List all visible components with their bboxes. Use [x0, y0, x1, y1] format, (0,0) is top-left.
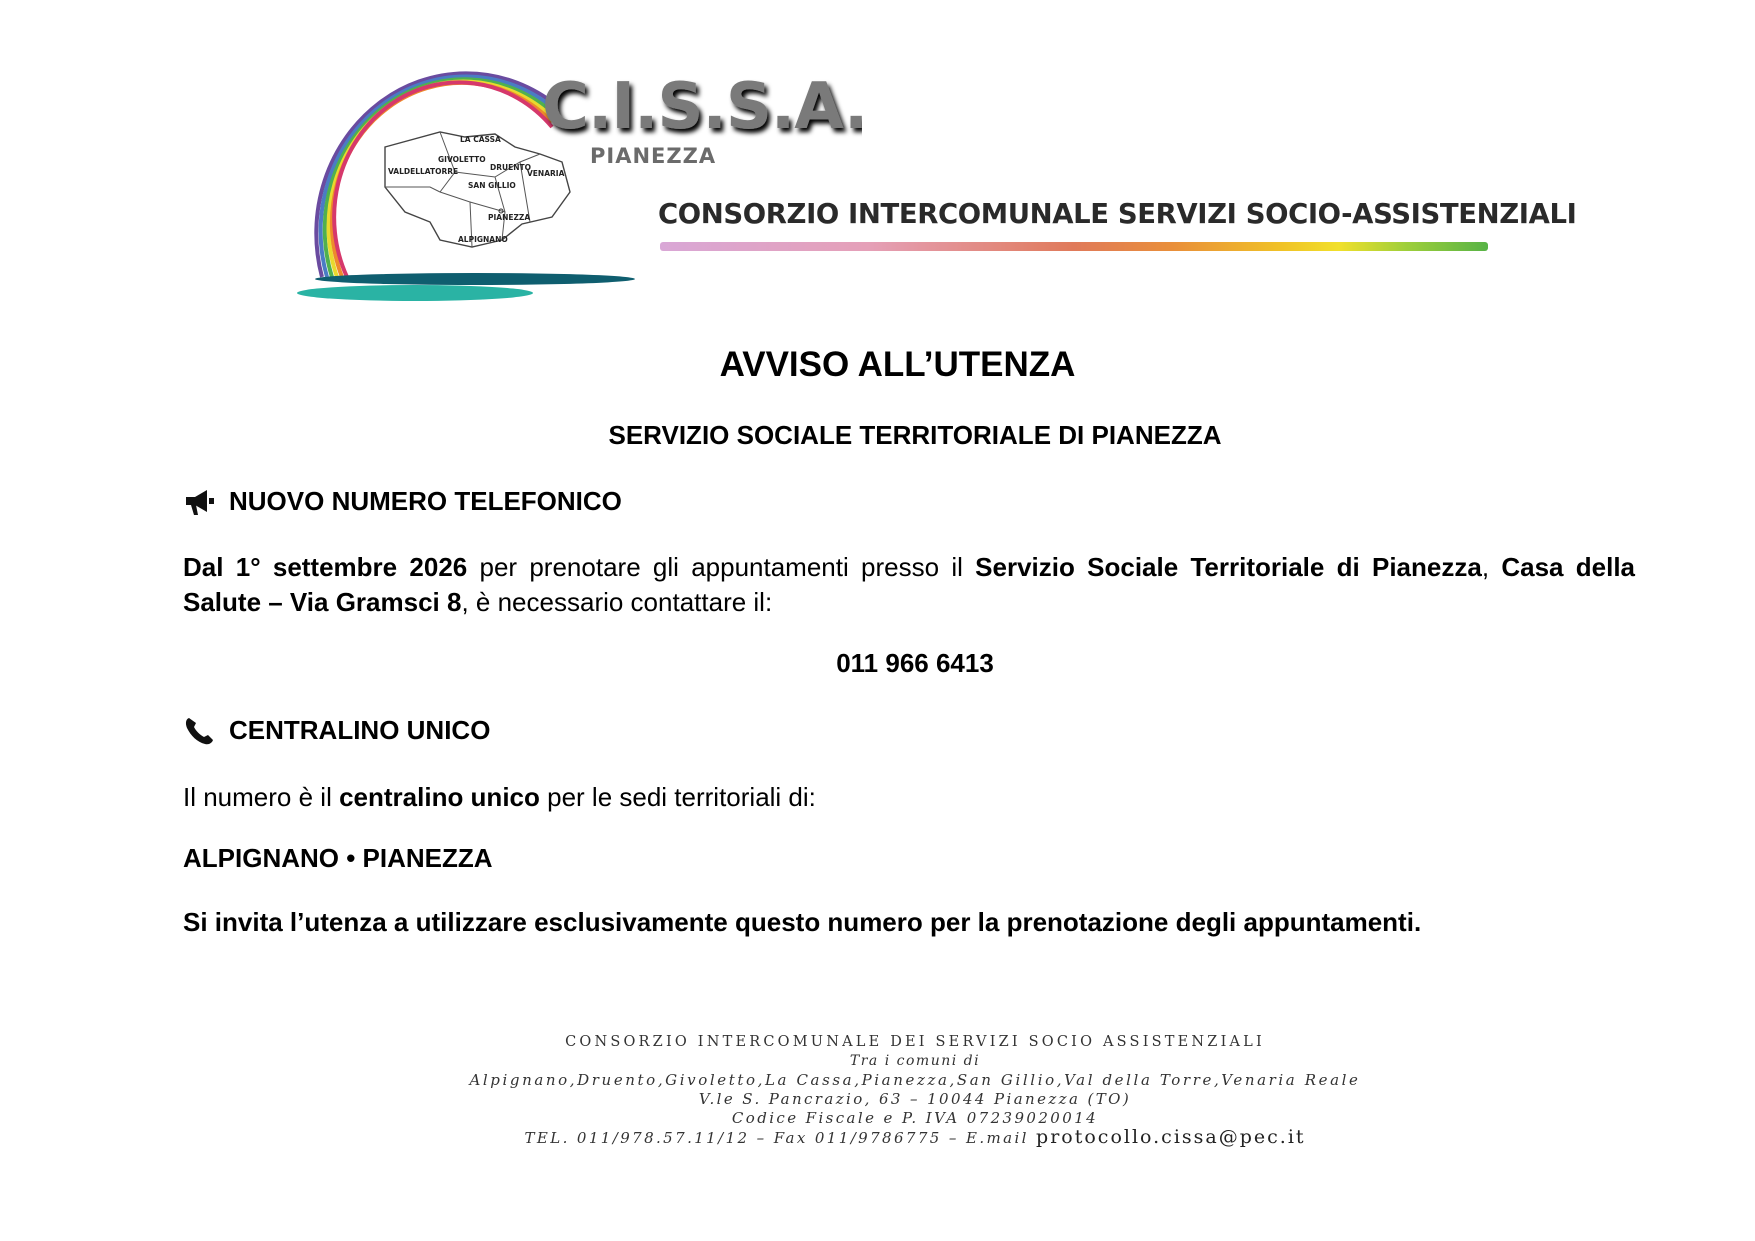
p2-text-end: per le sedi territoriali di:	[539, 782, 816, 812]
paragraph-switchboard	[183, 780, 1635, 815]
p1-service: Servizio Sociale Territoriale di Pianezza	[975, 552, 1482, 582]
p1-address: Casa della Salute – Via Gramsci 8	[183, 552, 1636, 617]
footer-tax-code: Codice Fiscale e P. IVA 07239020014	[731, 1109, 1099, 1127]
footer-tra: Tra i comuni di	[849, 1053, 981, 1069]
invite-note: Si invita l’utenza a utilizzare esclusivamente questo numero per la prenotazione degli appuntamenti.	[183, 907, 1422, 937]
svg-text:LA CASSA: LA CASSA	[460, 135, 501, 144]
p1-comma: ,	[1481, 552, 1502, 582]
p2-bold: centralino unico	[339, 782, 540, 812]
section-new-phone-heading	[183, 486, 622, 517]
footer-org: CONSORZIO INTERCOMUNALE DEI SERVIZI SOCIO ASSISTENZIALI	[565, 1034, 1265, 1050]
megaphone-icon	[183, 487, 217, 517]
notice-subtitle: SERVIZIO SOCIALE TERRITORIALE DI PIANEZZA	[608, 420, 1222, 450]
svg-text:PIANEZZA: PIANEZZA	[590, 144, 717, 168]
svg-text:C.I.S.S.A.: C.I.S.S.A.	[542, 70, 862, 144]
notice-title: AVVISO ALL’UTENZA	[719, 345, 1076, 384]
towns-list: ALPIGNANO • PIANEZZA	[183, 843, 493, 873]
svg-text:VALDELLATORRE: VALDELLATORRE	[388, 167, 459, 176]
svg-text:SAN GILLIO: SAN GILLIO	[468, 181, 516, 190]
section2-label: CENTRALINO UNICO	[229, 715, 491, 745]
footer-tel-fax: TEL. 011/978.57.11/12 – Fax 011/9786775 – E.mail	[524, 1129, 1037, 1147]
p1-date: Dal 1° settembre 2026	[183, 552, 468, 582]
consortium-title: CONSORZIO INTERCOMUNALE SERVIZI SOCIO-ASSISTENZIALI	[658, 198, 1577, 230]
svg-text:PIANEZZA: PIANEZZA	[488, 213, 531, 222]
section-switchboard-heading	[183, 715, 490, 746]
p1-text-end: , è necessario contattare il:	[461, 587, 773, 617]
svg-text:GIVOLETTO: GIVOLETTO	[438, 155, 486, 164]
phone-icon	[183, 716, 217, 746]
section1-label: NUOVO NUMERO TELEFONICO	[229, 486, 622, 516]
p1-text: per prenotare gli appuntamenti presso il	[467, 552, 976, 582]
footer-municipalities: Alpignano,Druento,Givoletto,La Cassa,Pianezza,San Gillio,Val della Torre,Venaria Reale	[469, 1071, 1361, 1089]
letterhead	[290, 62, 1577, 312]
rainbow-underline	[660, 242, 1488, 251]
footer-email[interactable]: protocollo.cissa@pec.it	[1036, 1126, 1306, 1148]
footer-contacts	[0, 1128, 1755, 1148]
paragraph-booking-info	[183, 550, 1635, 620]
svg-text:VENARIA: VENARIA	[527, 169, 565, 178]
svg-text:ALPIGNANO: ALPIGNANO	[458, 235, 508, 244]
svg-text:DRUENTO: DRUENTO	[490, 163, 531, 172]
p2-text: Il numero è il	[183, 782, 340, 812]
footer	[0, 1033, 1755, 1148]
footer-address: V.le S. Pancrazio, 63 – 10044 Pianezza (TO)	[698, 1090, 1132, 1108]
cissa-wordmark	[542, 70, 862, 168]
phone-number: 011 966 6413	[836, 648, 994, 678]
